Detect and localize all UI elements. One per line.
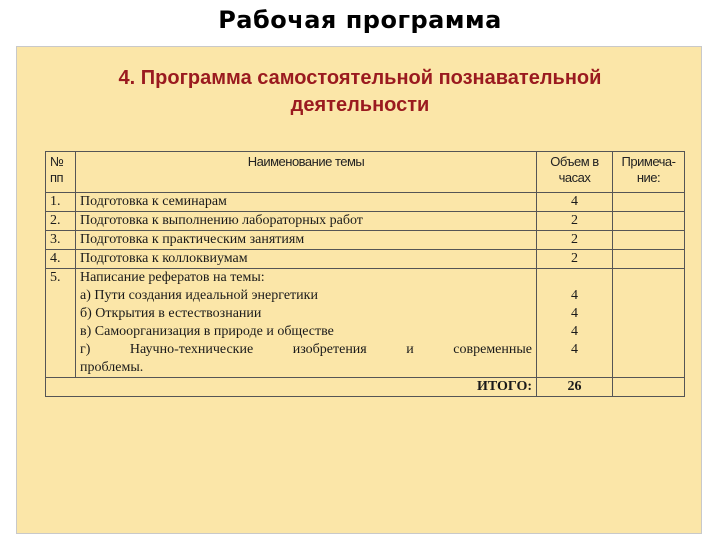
essay-hours: 4 xyxy=(571,288,578,303)
essay-item: в) Самоорганизация в природе и обществе xyxy=(80,324,334,339)
table-total-row xyxy=(46,378,685,397)
section-heading xyxy=(17,65,703,119)
essay-item: б) Открытия в естествознании xyxy=(80,306,262,321)
row-notes xyxy=(613,269,685,378)
header-notes xyxy=(613,152,685,193)
row-hours: 4 xyxy=(537,193,613,212)
row-number: 5. xyxy=(46,269,76,378)
essay-hours: 4 xyxy=(571,324,578,339)
essay-word: Научно-технические xyxy=(129,342,254,357)
essay-word: современные xyxy=(453,342,532,357)
row-number: 4. xyxy=(46,250,76,269)
essay-word: и xyxy=(406,342,414,357)
essay-item-tail: проблемы. xyxy=(80,360,144,375)
header-notes-line-2: ние: xyxy=(636,170,661,185)
row-number: 3. xyxy=(46,231,76,250)
content-panel xyxy=(16,46,702,534)
row-notes xyxy=(613,250,685,269)
row-number: 1. xyxy=(46,193,76,212)
section-heading-line-1: 4. Программа самостоятельной познавательной xyxy=(118,67,602,89)
slide-title: Рабочая программа xyxy=(218,6,502,34)
header-number-line-2: пп xyxy=(50,170,64,185)
header-notes-line-1: Примеча- xyxy=(621,154,676,169)
row-notes xyxy=(613,193,685,212)
program-table xyxy=(45,151,685,397)
row-hours-essays xyxy=(537,269,613,378)
row-hours: 2 xyxy=(537,250,613,269)
row-notes xyxy=(613,212,685,231)
table-row-essays xyxy=(46,269,685,378)
essay-word: г) xyxy=(80,342,91,357)
row-topic: Подготовка к практическим занятиям xyxy=(76,231,537,250)
header-number-line-1: № xyxy=(50,154,64,169)
essay-item: а) Пути создания идеальной энергетики xyxy=(80,288,318,303)
header-number xyxy=(46,152,76,193)
row-topic: Подготовка к коллоквиумам xyxy=(76,250,537,269)
essay-word: изобретения xyxy=(292,342,367,357)
essays-intro: Написание рефератов на темы: xyxy=(80,270,265,285)
row-hours: 2 xyxy=(537,231,613,250)
row-hours: 2 xyxy=(537,212,613,231)
row-topic: Подготовка к семинарам xyxy=(76,193,537,212)
table-row xyxy=(46,212,685,231)
row-notes xyxy=(613,231,685,250)
table-row xyxy=(46,193,685,212)
total-value: 26 xyxy=(537,378,613,397)
header-volume xyxy=(537,152,613,193)
essay-item-justified xyxy=(80,341,532,359)
essay-hours: 4 xyxy=(571,306,578,321)
header-volume-line-1: Объем в xyxy=(550,154,599,169)
table-row xyxy=(46,231,685,250)
header-volume-line-2: часах xyxy=(558,170,591,185)
table-header-row xyxy=(46,152,685,193)
table-row xyxy=(46,250,685,269)
section-heading-line-2: деятельности xyxy=(290,94,430,116)
header-topic: Наименование темы xyxy=(76,152,537,193)
total-label: ИТОГО: xyxy=(46,378,537,397)
row-topic-essays xyxy=(76,269,537,378)
total-notes xyxy=(613,378,685,397)
row-number: 2. xyxy=(46,212,76,231)
row-topic: Подготовка к выполнению лабораторных работ xyxy=(76,212,537,231)
essay-hours: 4 xyxy=(571,342,578,357)
